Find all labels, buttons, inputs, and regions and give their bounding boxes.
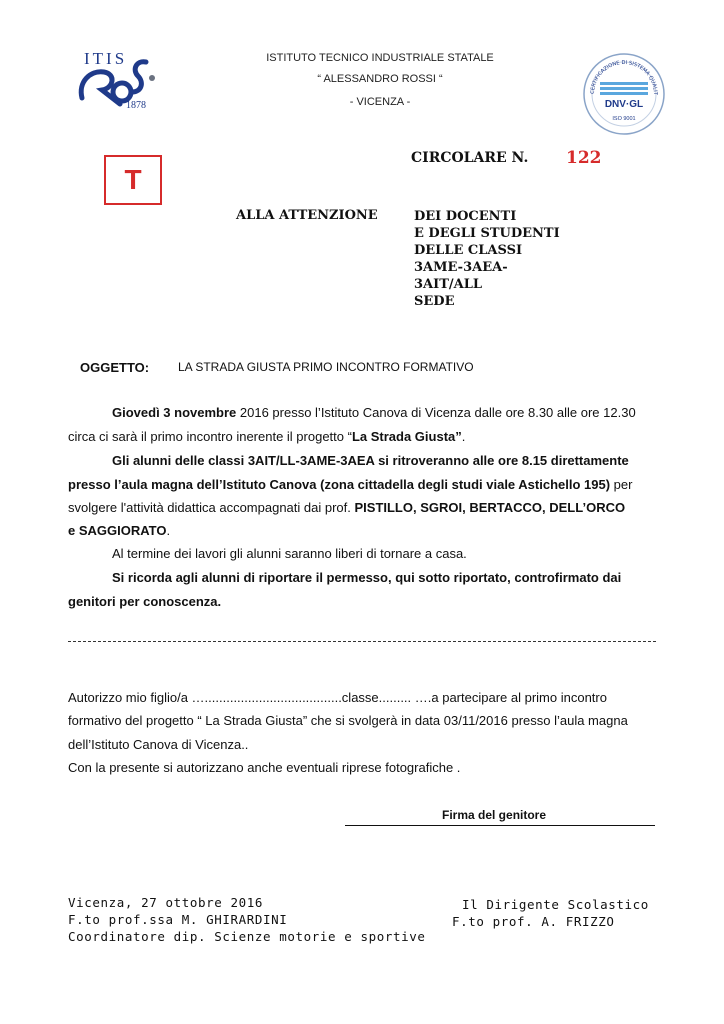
signature-label: Firma del genitore: [442, 808, 547, 822]
footer-left-line: Vicenza, 27 ottobre 2016: [68, 895, 264, 910]
body-line: svolgere l'attività didattica accompagnati dai prof. PISTILLO, SGROI, BERTACCO, DELL’ORCO: [68, 500, 626, 515]
body-line: Si ricorda agli alunni di riportare il permesso, qui sotto riportato, controfirmato dai: [112, 570, 622, 585]
category-stamp: T: [104, 155, 162, 205]
signature-line: [345, 825, 655, 826]
body-line: Giovedì 3 novembre 2016 presso l’Istituto Canova di Vicenza dalle ore 8.30 alle ore 12.30: [112, 405, 636, 420]
cut-line: [68, 641, 656, 642]
circular-number: 122: [566, 148, 602, 168]
attention-label: ALLA ATTENZIONE: [236, 208, 378, 223]
school-name-line-1: ISTITUTO TECNICO INDUSTRIALE STATALE: [266, 52, 494, 64]
seal-bottom-text: ISO 9001: [612, 116, 636, 122]
recipient-line: 3AME-3AEA-: [414, 260, 508, 275]
seal-top-text: CERTIFICAZIONE DI SISTEMA QUALIT: [589, 59, 659, 95]
circular-label: CIRCOLARE N.: [411, 150, 529, 166]
footer-left-line: Coordinatore dip. Scienze motorie e sportive: [68, 929, 426, 944]
body-line: presso l’aula magna dell’Istituto Canova (zona cittadella degli studi viale Astichello 195) per: [68, 477, 633, 492]
body-line: e SAGGIORATO.: [68, 523, 171, 538]
authorization-line: Con la presente si autorizzano anche eventuali riprese fotografiche .: [68, 760, 461, 775]
recipient-line: SEDE: [414, 294, 455, 309]
school-logo: [76, 48, 158, 110]
seal-brand: DNV·GL: [604, 99, 644, 110]
footer-right-line: Il Dirigente Scolastico: [462, 897, 649, 912]
authorization-line: Autorizzo mio figlio/a …......................................classe......... ….a partecipare al primo incontro: [68, 690, 607, 705]
body-line: Gli alunni delle classi 3AIT/LL-3AME-3AEA si ritroveranno alle ore 8.15 direttamente: [112, 453, 629, 468]
body-line: genitori per conoscenza.: [68, 594, 222, 609]
body-line: Al termine dei lavori gli alunni saranno liberi di tornare a casa.: [112, 546, 467, 561]
logo-year: 1878: [126, 100, 146, 110]
logo-text: ITIS: [84, 49, 128, 68]
recipient-line: E DEGLI STUDENTI: [414, 226, 560, 241]
footer-left-line: F.to prof.ssa M. GHIRARDINI: [68, 912, 288, 927]
subject-text: LA STRADA GIUSTA PRIMO INCONTRO FORMATIVO: [178, 360, 474, 374]
school-name-line-3: - VICENZA -: [349, 96, 411, 108]
school-name-line-2: “ ALESSANDRO ROSSI “: [317, 73, 443, 85]
authorization-line: dell’Istituto Canova di Vicenza..: [68, 737, 249, 752]
recipient-line: DEI DOCENTI: [414, 209, 517, 224]
body-line: circa ci sarà il primo incontro inerente il progetto “La Strada Giusta”.: [68, 429, 466, 444]
recipient-line: 3AIT/ALL: [414, 277, 483, 292]
recipient-line: DELLE CLASSI: [414, 243, 523, 258]
footer-right-line: F.to prof. A. FRIZZO: [452, 914, 615, 929]
subject-label: OGGETTO:: [80, 360, 150, 375]
quality-certification-seal: [582, 52, 666, 136]
authorization-line: formativo del progetto “ La Strada Giusta” che si svolgerà in data 03/11/2016 presso l’aula magna: [68, 713, 628, 728]
